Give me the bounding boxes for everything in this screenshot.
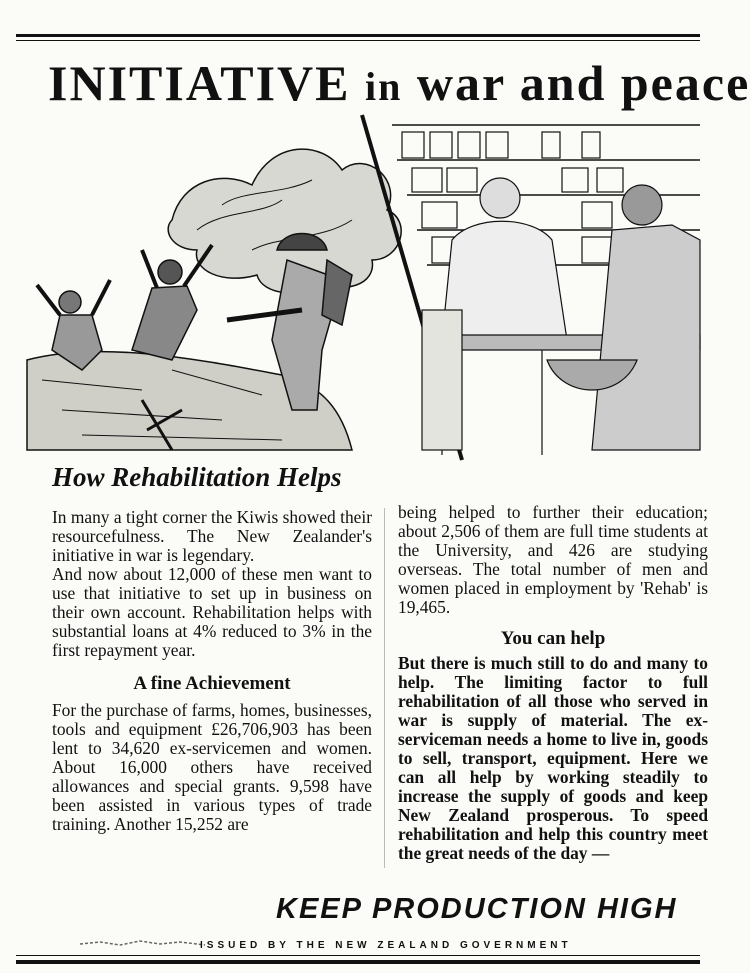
- column-left: [52, 508, 372, 834]
- col2-para1: being helped to further their education; about 2,506 of them are full time students at the University, and 426 are studying overseas. The total number of men and women placed in employment by 'Rehab' is 19,465.: [398, 502, 708, 617]
- scuff-mark: [80, 938, 205, 948]
- col1-para3: For the purchase of farms, homes, businesses, tools and equipment £26,706,903 has been lent to 34,620 ex-servicemen and women. About 16,000 others have received allowances and special grants. 9,598 have been assisted in various types of trade training. Another 15,252 are: [52, 700, 372, 834]
- headline-main: INITIATIVE: [48, 55, 351, 111]
- soldier-2-head: [158, 260, 182, 284]
- soldier-1-head: [59, 291, 81, 313]
- soldier-2-body: [132, 286, 197, 360]
- battle-scene: [27, 149, 401, 450]
- column-right: [398, 503, 708, 863]
- top-rule-thin: [16, 40, 700, 41]
- bottom-rule-thick: [16, 960, 700, 964]
- column-divider: [384, 508, 385, 868]
- col2-heading: You can help: [500, 628, 606, 649]
- shopkeeper-head: [480, 178, 520, 218]
- customer-body: [592, 225, 700, 450]
- col1-heading: A fine Achievement: [133, 673, 291, 694]
- col2-para2: But there is much still to do and many to help. The limiting factor to full rehabilitation of all those who served in war is supply of material. The ex-serviceman needs a home to live in, goods to sell, transport, equipment. Here we can all help by working steadily to increase the supply of goods and keep New Zealand prosperous. To speed rehabilitation and help this country meet the great needs of the day —: [398, 653, 708, 863]
- headline: [48, 54, 750, 112]
- subhead: How Rehabilitation Helps: [52, 462, 342, 492]
- illustration: [22, 110, 700, 460]
- bottom-rule-thin: [16, 955, 700, 956]
- footer-slogan: KEEP PRODUCTION HIGH: [276, 893, 678, 925]
- issued-by: ISSUED BY THE NEW ZEALAND GOVERNMENT: [200, 940, 572, 951]
- headline-rest: war and peace: [416, 55, 750, 111]
- display-case: [422, 310, 462, 450]
- col1-para2: And now about 12,000 of these men want to use that initiative to set up in business on their own account. Rehabilitation helps with substantial loans at 4% reduced to 3% in the first repayment year.: [52, 564, 372, 660]
- headline-connector: in: [365, 64, 403, 109]
- shop-scene: [392, 125, 700, 455]
- customer-head: [622, 185, 662, 225]
- top-rule-thick: [16, 34, 700, 37]
- col1-para1: In many a tight corner the Kiwis showed their resourcefulness. The New Zealander's initiative in war is legendary.: [52, 507, 372, 565]
